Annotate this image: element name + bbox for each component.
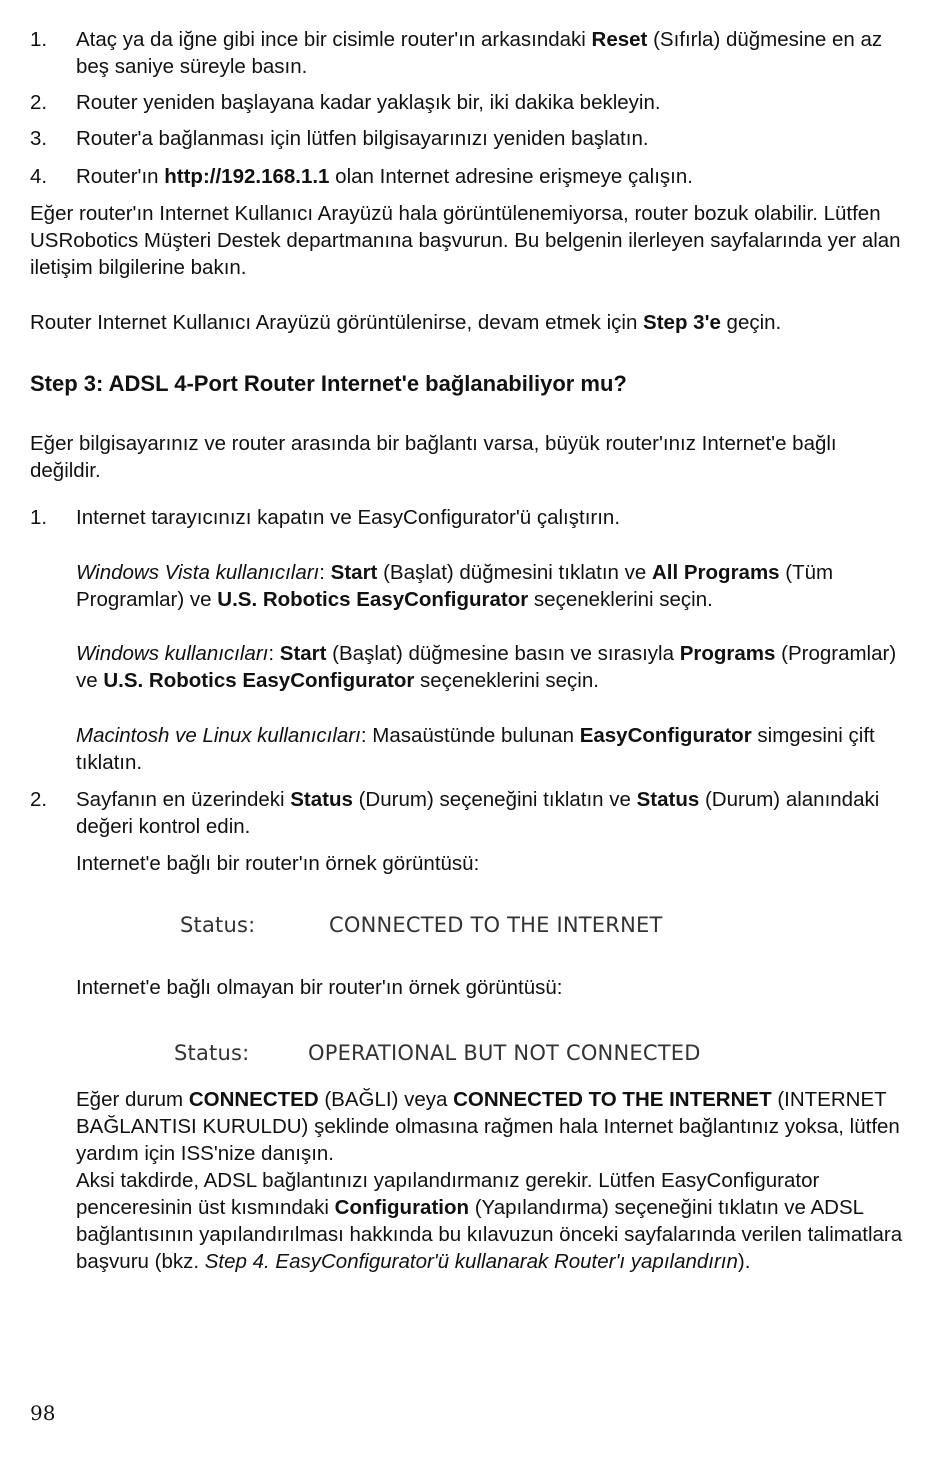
status-label: Status:	[180, 913, 256, 937]
status-not-connected-image	[174, 1040, 734, 1070]
page-number: 98	[30, 1401, 56, 1425]
list-item: 3. Router'a bağlanması için lütfen bilgisayarınızı yeniden başlatın.	[30, 127, 649, 150]
paragraph-broken-router: Eğer router'ın Internet Kullanıcı Arayüzü hala görüntülenemiyorsa, router bozuk olabilir. Lütfen USRobotics Müşteri Destek departmanına başvurun. Bu belgenin ilerleyen sayfalarında yer alan iletişim bilgilerine bakın.	[30, 202, 901, 279]
list-number: 2.	[30, 91, 48, 114]
list-number: 1.	[30, 506, 48, 529]
vista-instructions: Windows Vista kullanıcıları: Start (Başlat) düğmesini tıklatın ve All Programs (Tüm Programlar) ve U.S. Robotics EasyConfigurator seçeneklerini seçin.	[76, 561, 834, 611]
status-label: Status:	[174, 1041, 250, 1065]
list-item: 1. Ataç ya da iğne gibi ince bir cisimle router'ın arkasındaki Reset (Sıfırla) düğmesine en az beş saniye süreyle basın.	[30, 28, 883, 78]
status-connected-image	[180, 912, 740, 942]
status-value: CONNECTED TO THE INTERNET	[329, 913, 663, 937]
list-number: 2.	[30, 788, 48, 811]
list-item: 2. Router yeniden başlayana kadar yaklaşık bir, iki dakika bekleyin.	[30, 91, 661, 114]
step-2-text: Sayfanın en üzerindeki Status (Durum) seçeneğini tıklatın ve Status (Durum) alanındaki değeri kontrol edin.	[76, 788, 880, 838]
mac-linux-instructions: Macintosh ve Linux kullanıcıları: Masaüstünde bulunan EasyConfigurator simgesini çift tıklatın.	[76, 724, 875, 774]
list-number: 4.	[30, 165, 48, 188]
list-item: 4. Router'ın http://192.168.1.1 olan Internet adresine erişmeye çalışın.	[30, 165, 693, 188]
paragraph-intro: Eğer bilgisayarınız ve router arasında bir bağlantı varsa, büyük router'ınız Internet'e bağlı değildir.	[30, 432, 837, 482]
list-number: 1.	[30, 28, 48, 51]
section-heading: Step 3: ADSL 4-Port Router Internet'e bağlanabiliyor mu?	[30, 371, 627, 396]
paragraph-isp-help: Eğer durum CONNECTED (BAĞLI) veya CONNECTED TO THE INTERNET (INTERNET BAĞLANTISI KURULDU) şeklinde olmasına rağmen hala Internet bağlantınız yoksa, lütfen yardım için ISS'nize danışın.	[76, 1088, 900, 1165]
step-1-text: Internet tarayıcınızı kapatın ve EasyConfigurator'ü çalıştırın.	[76, 506, 621, 529]
paragraph-configure-adsl: Aksi takdirde, ADSL bağlantınızı yapılandırmanız gerekir. Lütfen EasyConfigurator penceresinin üst kısmındaki Configuration (Yapılandırma) seçeneğini tıklatın ve ADSL bağlantısının yapılandırılması hakkında bu kılavuzun önceki sayfalarında verilen talimatlara başvuru (bkz. Step 4. EasyConfigurator'ü kullanarak Router'ı yapılandırın).	[76, 1169, 903, 1273]
example-connected-caption: Internet'e bağlı bir router'ın örnek görüntüsü:	[76, 852, 480, 875]
example-not-connected-caption: Internet'e bağlı olmayan bir router'ın örnek görüntüsü:	[76, 976, 563, 999]
reset-steps-list	[30, 26, 910, 199]
list-number: 3.	[30, 127, 48, 150]
windows-instructions: Windows kullanıcıları: Start (Başlat) düğmesine basın ve sırasıyla Programs (Programlar) ve U.S. Robotics EasyConfigurator seçeneklerini seçin.	[76, 642, 897, 692]
status-value: OPERATIONAL BUT NOT CONNECTED	[308, 1041, 701, 1065]
paragraph-continue: Router Internet Kullanıcı Arayüzü görüntülenirse, devam etmek için Step 3'e geçin.	[30, 311, 782, 334]
